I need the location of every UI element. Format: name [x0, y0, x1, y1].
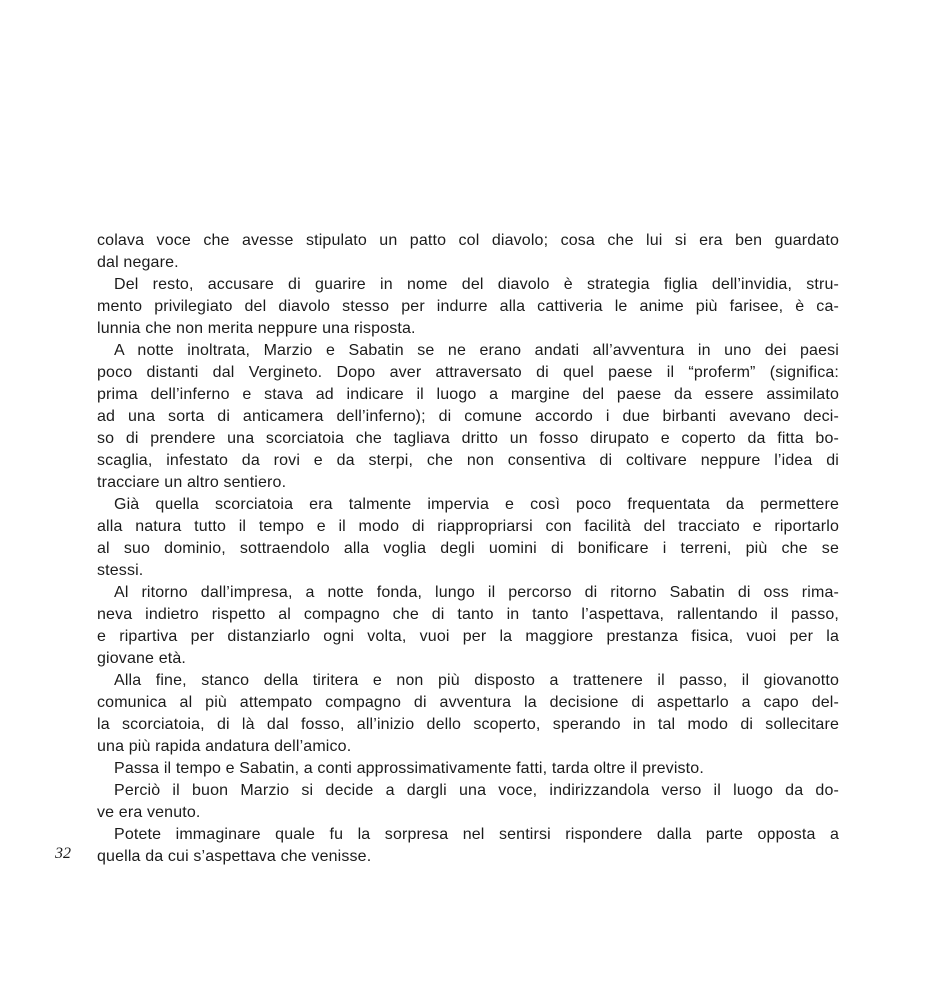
text-line: A notte inoltrata, Marzio e Sabatin se ne erano andati all’avventura in uno dei paesi	[114, 342, 839, 359]
text-line: Potete immaginare quale fu la sorpresa nel sentirsi rispondere dalla parte opposta a	[114, 826, 839, 843]
text-line: so di prendere una scorciatoia che tagliava dritto un fosso dirupato e coperto da fitta bo-	[97, 430, 839, 447]
text-line: Alla fine, stanco della tiritera e non più disposto a trattenere il passo, il giovanotto	[114, 672, 839, 689]
text-line: ad una sorta di anticamera dell’inferno); di comune accordo i due birbanti avevano deci-	[97, 408, 839, 425]
body-text	[97, 230, 839, 868]
text-line: tracciare un altro sentiero.	[97, 474, 287, 491]
paragraph	[97, 340, 839, 494]
text-line: scaglia, infestato da rovi e da sterpi, che non consentiva di coltivare neppure l’idea di	[97, 452, 839, 469]
text-line: Perciò il buon Marzio si decide a dargli una voce, indirizzandola verso il luogo da do-	[114, 782, 839, 799]
text-line: una più rapida andatura dell’amico.	[97, 738, 352, 755]
text-line: colava voce che avesse stipulato un patto col diavolo; cosa che lui si era ben guardato	[97, 232, 839, 249]
paragraph	[97, 780, 839, 824]
text-line: neva indietro rispetto al compagno che di tanto in tanto l’aspettava, rallentando il passo,	[97, 606, 839, 623]
text-line: la scorciatoia, di là dal fosso, all’inizio dello scoperto, sperando in tal modo di sollecitare	[97, 716, 839, 733]
text-line: lunnia che non merita neppure una risposta.	[97, 320, 416, 337]
text-line: comunica al più attempato compagno di avventura la decisione di aspettarlo a capo del-	[97, 694, 839, 711]
paragraph	[97, 670, 839, 758]
text-line: mento privilegiato del diavolo stesso per indurre alla cattiveria le anime più farisee, è ca-	[97, 298, 839, 315]
text-line: alla natura tutto il tempo e il modo di riappropriarsi con facilità del tracciato e riportarlo	[97, 518, 839, 535]
text-line: stessi.	[97, 562, 144, 579]
text-line: prima dell’inferno e stava ad indicare il luogo a margine del paese da essere assimilato	[97, 386, 839, 403]
text-line: Passa il tempo e Sabatin, a conti approssimativamente fatti, tarda oltre il previsto.	[114, 760, 704, 777]
text-line: ve era venuto.	[97, 804, 201, 821]
paragraph	[97, 582, 839, 670]
text-line: Del resto, accusare di guarire in nome del diavolo è strategia figlia dell’invidia, stru-	[114, 276, 839, 293]
text-line: poco distanti dal Vergineto. Dopo aver attraversato di quel paese il “proferm” (significa:	[97, 364, 839, 381]
text-line: e ripartiva per distanziarlo ogni volta, vuoi per la maggiore prestanza fisica, vuoi per la	[97, 628, 839, 645]
paragraph	[97, 758, 839, 780]
text-line: al suo dominio, sottraendolo alla voglia degli uomini di bonificare i terreni, più che se	[97, 540, 839, 557]
text-line: dal negare.	[97, 254, 179, 271]
page-number: 32	[55, 845, 71, 862]
paragraph	[97, 274, 839, 340]
text-line: quella da cui s’aspettava che venisse.	[97, 848, 372, 865]
text-line: Già quella scorciatoia era talmente impervia e così poco frequentata da permettere	[114, 496, 839, 513]
paragraph	[97, 494, 839, 582]
paragraph	[97, 230, 839, 274]
paragraph	[97, 824, 839, 868]
text-line: giovane età.	[97, 650, 186, 667]
text-line: Al ritorno dall’impresa, a notte fonda, lungo il percorso di ritorno Sabatin di oss rima-	[114, 584, 839, 601]
